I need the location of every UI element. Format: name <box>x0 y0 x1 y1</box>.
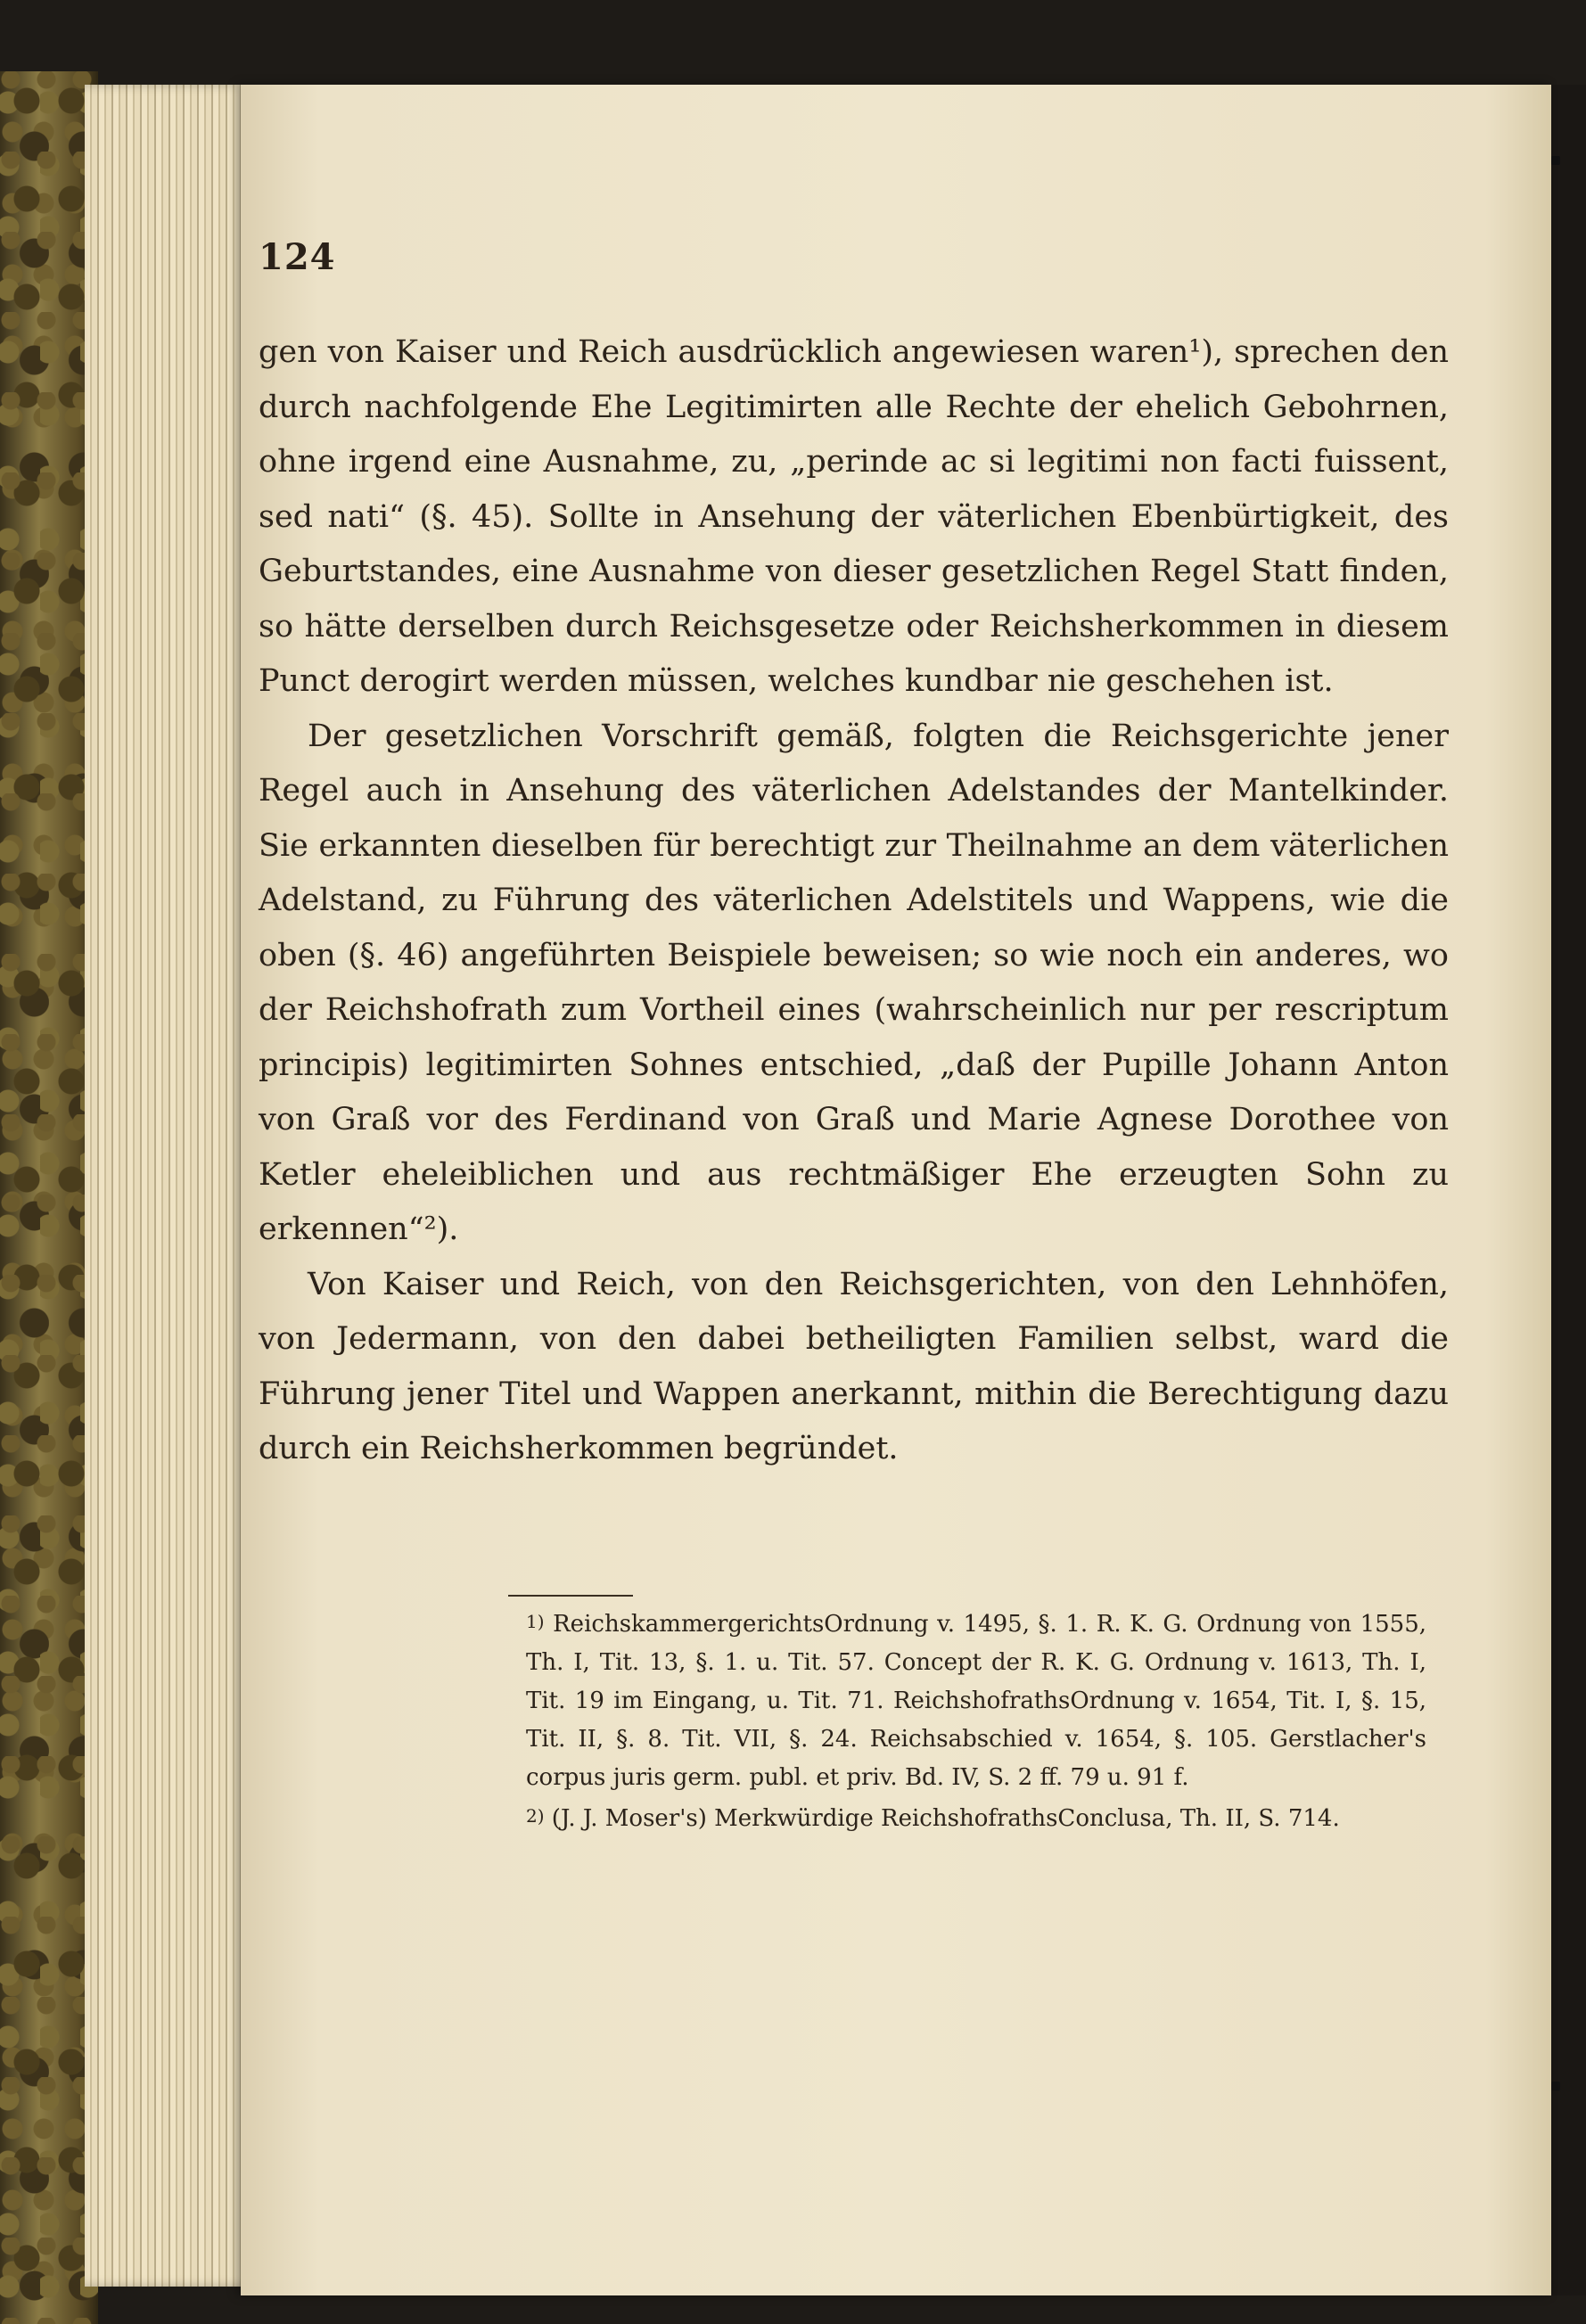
footnote-text: (J. J. Moser's) Merkwürdige ReichshofrathsConclusa, Th. II, S. 714. <box>551 1805 1340 1832</box>
margin-mark <box>1551 156 1560 165</box>
paragraph: Der gesetzlichen Vorschrift gemäß, folgten die Reichsgerichte jener Regel auch in Ansehung des väterlichen Adelstandes der Mantelkinder. Sie erkannten dieselben für berechtigt zur Theilnahme an dem väterlichen Adelstand, zu Führung des väterlichen Adelstitels und Wappens, wie die oben (§. 46) angeführten Beispiele beweisen; so wie noch ein anderes, wo der Reichshofrath zum Vortheil eines (wahrscheinlich nur per rescriptum principis) legitimirten Sohnes entschied, „daß der Pupille Johann Anton von Graß vor des Ferdinand von Graß und Marie Agnese Dorothee von Ketler eheleiblichen und aus rechtmäßiger Ehe erzeugten Sohn zu erkennen“²). <box>259 718 1449 1247</box>
footnote <box>526 1797 1426 1838</box>
footnote-mark: 1) <box>526 1611 545 1632</box>
right-margin <box>1551 85 1586 2295</box>
page-edges <box>85 85 263 2287</box>
paragraph: Von Kaiser und Reich, von den Reichsgerichten, von den Lehnhöfen, von Jedermann, von den dabei betheiligten Familien selbst, ward die Führung jener Titel und Wappen anerkannt, mithin die Berechtigung dazu durch ein Reichsherkommen begründet. <box>259 1266 1449 1466</box>
page-number: 124 <box>259 236 336 278</box>
footnote-mark: 2) <box>526 1805 545 1827</box>
footnote-text: ReichskammergerichtsOrdnung v. 1495, §. 1. R. K. G. Ordnung von 1555, Th. I, Tit. 13, §. 1. u. Tit. 57. Concept der R. K. G. Ordnung v. 1613, Th. I, Tit. 19 im Eingang, u. Tit. 71. ReichshofrathsOrdnung v. 1654, Tit. I, §. 15, Tit. II, §. 8. Tit. VII, §. 24. Reichsabschied v. 1654, §. 105. Gerstlacher's corpus juris germ. publ. et priv. Bd. IV, S. 2 ff. 79 u. 91 f. <box>526 1611 1427 1791</box>
footnote <box>526 1603 1426 1797</box>
footnotes <box>526 1603 1426 1838</box>
main-text <box>259 325 1449 1477</box>
footnote-divider <box>508 1595 633 1597</box>
margin-mark <box>1551 2082 1560 2090</box>
book-cover-edge <box>0 71 98 2324</box>
paragraph: gen von Kaiser und Reich ausdrücklich angewiesen waren¹), sprechen den durch nachfolgende Ehe Legitimirten alle Rechte der ehelich Gebohrnen, ohne irgend eine Ausnahme, zu, „perinde ac si legitimi non facti fuissent, sed nati“ (§. 45). Sollte in Ansehung der väterlichen Ebenbürtigkeit, des Geburtstandes, eine Ausnahme von dieser gesetzlichen Regel Statt finden, so hätte derselben durch Reichsgesetze oder Reichsherkommen in diesem Punct derogirt werden müssen, welches kundbar nie geschehen ist. <box>259 334 1449 699</box>
